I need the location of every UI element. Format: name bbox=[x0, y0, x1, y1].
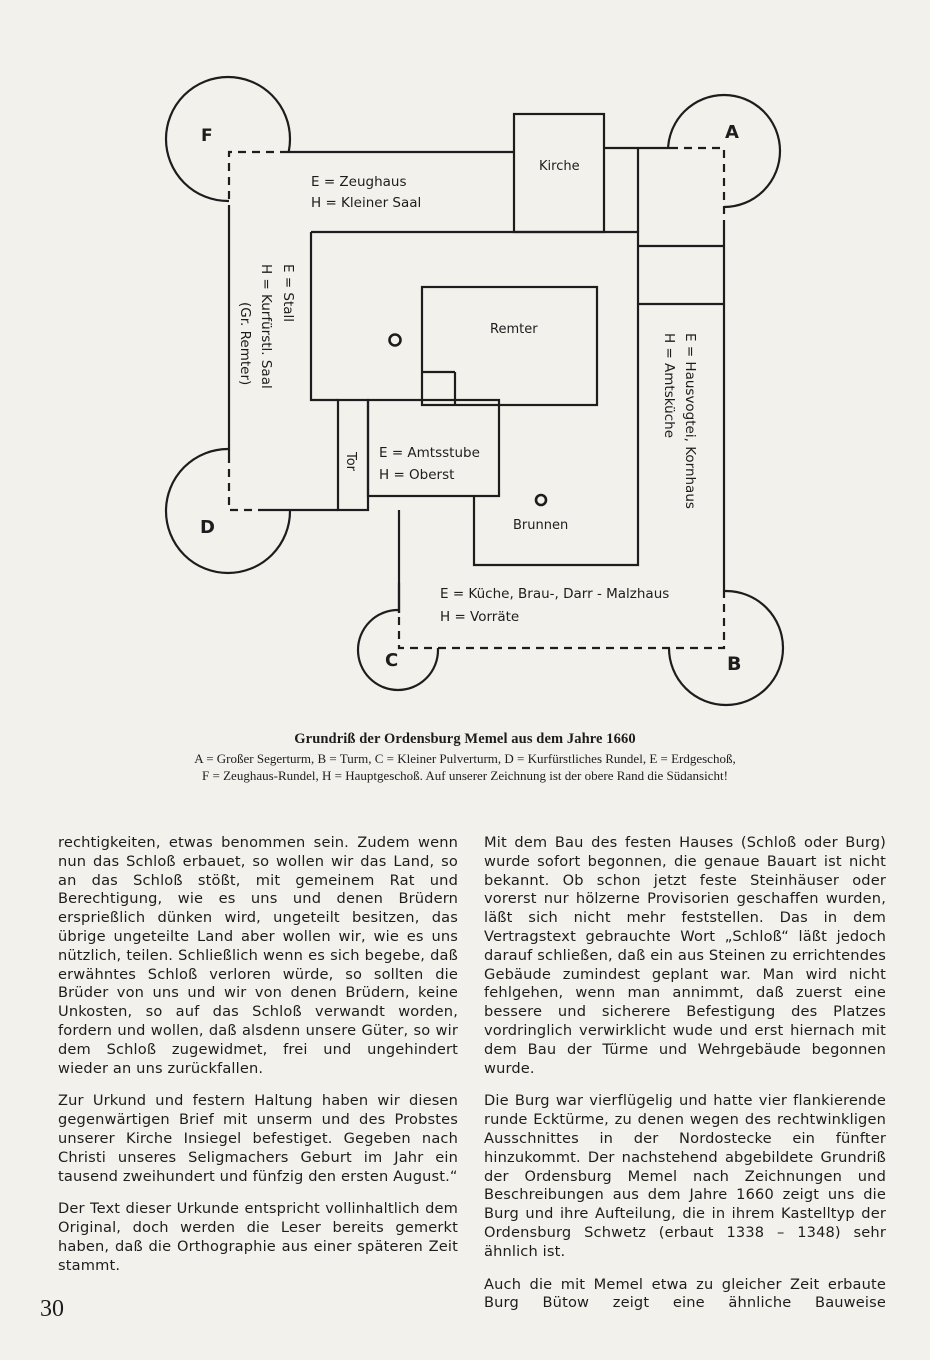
paragraph: Zur Urkund und festern Haltung haben wir diesen gegenwärtigen Brief mit unserm und des Probstes unserer Kirche Insiegel befestiget. Gegeben nach Christi unseres Seligmachers Geburt im Jahr ein tausend zweihundert und fünfzig den ersten August.“ bbox=[58, 1092, 458, 1185]
room-label-brunnen: Brunnen bbox=[513, 518, 569, 533]
tower-label-c: C bbox=[385, 650, 399, 671]
page-number: 30 bbox=[40, 1296, 64, 1322]
tower-label-b: B bbox=[727, 653, 742, 675]
paragraph: Der Text dieser Urkunde entspricht vollinhaltlich dem Original, doch werden die Leser bereits gemerkt haben, daß die Orthographie aus einer späteren Zeit stammt. bbox=[58, 1200, 458, 1274]
room-label-amtsstube-h: H = Oberst bbox=[379, 467, 455, 483]
room-label-kirche: Kirche bbox=[539, 159, 580, 174]
room-label-tor: Tor bbox=[343, 452, 358, 472]
room-label-zeughaus-e: E = Zeughaus bbox=[311, 174, 407, 190]
room-label-kueche-e: E = Küche, Brau-, Darr - Malzhaus bbox=[440, 586, 670, 602]
paragraph: Auch die mit Memel etwa zu gleicher Zeit erbaute Burg Bütow zeigt eine ähnliche Bauweise bbox=[484, 1275, 886, 1312]
room-label-hausvogtei-e: E = Hausvogtei, Kornhaus bbox=[682, 333, 698, 509]
caption-legend-line-2: F = Zeughaus-Rundel, H = Hauptgeschoß. Auf unserer Zeichnung ist der obere Rand die Südansicht! bbox=[202, 768, 728, 783]
room-label-stall-h2: (Gr. Remter) bbox=[237, 302, 253, 386]
room-label-stall-e: E = Stall bbox=[280, 264, 296, 323]
paragraph: rechtigkeiten, etwas benommen sein. Zudem wenn nun das Schloß erbauet, so wollen wir das Land, so an das Schloß stößt, mit gemeinem Rat und Berechtigung, wie es uns und denen Brüdern ersprießlich dünken wird, ungeteilt besitzen, das übrige ungeteilte Land aber wollen wir, wie es uns nützlich, teilen. Schließlich wenn es sich begebe, daß erwähntes Schloß verloren würde, so sollten die Brüder von uns und wir von denen Brüdern, keine Unkosten, so auf das Schloß verwandt worden, fordern und wollen, daß alsdenn unsere Güter, so wir dem Schloß zugewidmet, frei und ungehindert wieder an uns zurückfallen. bbox=[58, 834, 458, 1077]
paragraph: Die Burg war vierflügelig und hatte vier flankierende runde Ecktürme, zu denen wegen des rechtwinkligen Ausschnittes in der Nordostecke ein fünfter hinzukommt. Der nachstehend abgebildete Grundriß der Ordensburg Memel nach Zeichnungen und Beschreibungen aus dem Jahre 1660 zeigt uns die Burg und ihre Aufteilung, die in ihrem Kastelltyp der Ordensburg Schwetz (erbaut 1338 – 1348) sehr ähnlich ist. bbox=[484, 1092, 886, 1260]
room-label-remter: Remter bbox=[490, 322, 538, 337]
room-label-kueche-h: H = Vorräte bbox=[440, 609, 520, 625]
room-label-hausvogtei-h: H = Amtsküche bbox=[661, 333, 677, 439]
tower-label-f: F bbox=[201, 126, 213, 146]
right-text-column bbox=[484, 834, 886, 1327]
room-label-stall-h: H = Kurfürstl. Saal bbox=[258, 264, 274, 389]
paragraph: Mit dem Bau des festen Hauses (Schloß oder Burg) wurde sofort begonnen, die genaue Bauart ist nicht bekannt. Ob schon jetzt feste Steinhäuser oder vorerst nur hölzerne Provisorien geschaffen wurden, läßt sich nicht mehr feststellen. Das in dem Vertragstext gebrauchte Wort „Schloß“ läßt jedoch darauf schließen, daß ein aus Steinen zu errichtendes Gebäude zumindest geplant war. Man wird nicht fehlgehen, wenn man annimmt, daß zuerst eine bessere und sicherere Befestigung des Platzes vordringlich verwirklicht wude und erst hiernach mit dem Bau der Türme und Wehrgebäude begonnen wurde. bbox=[484, 834, 886, 1077]
figure-caption bbox=[60, 731, 870, 784]
caption-legend-line-1: A = Großer Segerturm, B = Turm, C = Kleiner Pulverturm, D = Kurfürstliches Rundel, E = Erdgeschoß, bbox=[194, 751, 736, 766]
room-label-zeughaus-h: H = Kleiner Saal bbox=[311, 195, 422, 211]
tower-label-d: D bbox=[200, 517, 215, 538]
caption-title: Grundriß der Ordensburg Memel aus dem Jahre 1660 bbox=[294, 731, 636, 747]
left-text-column bbox=[58, 834, 458, 1290]
tower-label-a: A bbox=[725, 122, 739, 143]
room-label-amtsstube-e: E = Amtsstube bbox=[379, 445, 480, 461]
